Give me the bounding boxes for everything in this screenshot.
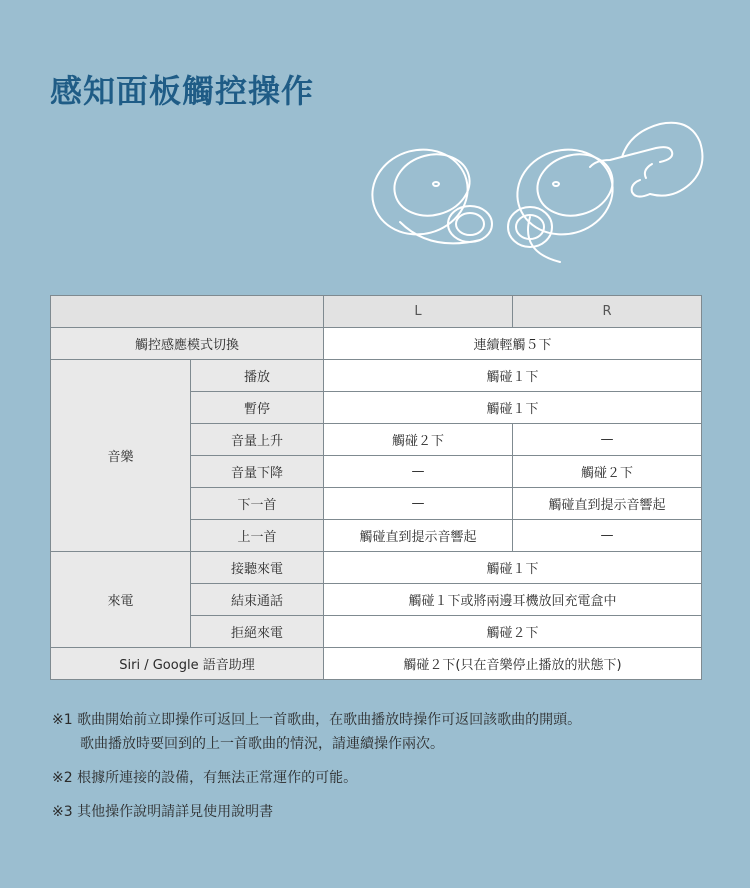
row-value-next-right: 觸碰直到提示音響起 bbox=[513, 488, 702, 520]
footnote-1-line-2: 歌曲播放時要回到的上一首歌曲的情況，請連續操作兩次。 bbox=[80, 736, 444, 752]
page-title: 感知面板觸控操作 bbox=[50, 72, 315, 110]
right-earbud-icon bbox=[508, 139, 622, 262]
row-value-end-call: 觸碰１下或將兩邊耳機放回充電盒中 bbox=[324, 584, 702, 616]
header-blank bbox=[51, 296, 324, 328]
left-earbud-icon bbox=[363, 139, 492, 245]
row-label-play: 播放 bbox=[191, 360, 324, 392]
category-music: 音樂 bbox=[51, 360, 191, 552]
row-label-answer: 接聽來電 bbox=[191, 552, 324, 584]
row-value-next-left: — bbox=[324, 488, 513, 520]
footnote-1 bbox=[52, 708, 581, 756]
row-label-next: 下一首 bbox=[191, 488, 324, 520]
row-value-play: 觸碰１下 bbox=[324, 360, 702, 392]
row-value-volume-up-right: — bbox=[513, 424, 702, 456]
table-row bbox=[51, 328, 702, 360]
row-label-pause: 暫停 bbox=[191, 392, 324, 424]
row-value-volume-up-left: 觸碰２下 bbox=[324, 424, 513, 456]
row-label-mode-switch: 觸控感應模式切換 bbox=[51, 328, 324, 360]
row-value-pause: 觸碰１下 bbox=[324, 392, 702, 424]
earbuds-illustration bbox=[360, 112, 710, 282]
header-right: R bbox=[513, 296, 702, 328]
row-label-reject: 拒絕來電 bbox=[191, 616, 324, 648]
row-label-volume-down: 音量下降 bbox=[191, 456, 324, 488]
pointing-hand-icon bbox=[590, 123, 702, 197]
table-row bbox=[51, 648, 702, 680]
row-value-previous-right: — bbox=[513, 520, 702, 552]
row-value-answer: 觸碰１下 bbox=[324, 552, 702, 584]
footnotes bbox=[52, 708, 581, 824]
row-value-assistant: 觸碰２下(只在音樂停止播放的狀態下) bbox=[324, 648, 702, 680]
row-label-end-call: 結束通話 bbox=[191, 584, 324, 616]
header-left: L bbox=[324, 296, 513, 328]
row-label-assistant: Siri / Google 語音助理 bbox=[51, 648, 324, 680]
row-value-mode-switch: 連續輕觸５下 bbox=[324, 328, 702, 360]
table-header-row bbox=[51, 296, 702, 328]
row-value-reject: 觸碰２下 bbox=[324, 616, 702, 648]
row-value-volume-down-left: — bbox=[324, 456, 513, 488]
row-label-volume-up: 音量上升 bbox=[191, 424, 324, 456]
category-call: 來電 bbox=[51, 552, 191, 648]
footnote-2: ※2 根據所連接的設備，有無法正常運作的可能。 bbox=[52, 770, 358, 786]
touch-operations-table bbox=[50, 295, 702, 680]
row-label-previous: 上一首 bbox=[191, 520, 324, 552]
table-row bbox=[51, 360, 702, 392]
footnote-3: ※3 其他操作說明請詳見使用說明書 bbox=[52, 804, 274, 820]
row-value-previous-left: 觸碰直到提示音響起 bbox=[324, 520, 513, 552]
footnote-1-line-1: ※1 歌曲開始前立即操作可返回上一首歌曲，在歌曲播放時操作可返回該歌曲的開頭。 bbox=[52, 712, 582, 728]
row-value-volume-down-right: 觸碰２下 bbox=[513, 456, 702, 488]
table-row bbox=[51, 552, 702, 584]
